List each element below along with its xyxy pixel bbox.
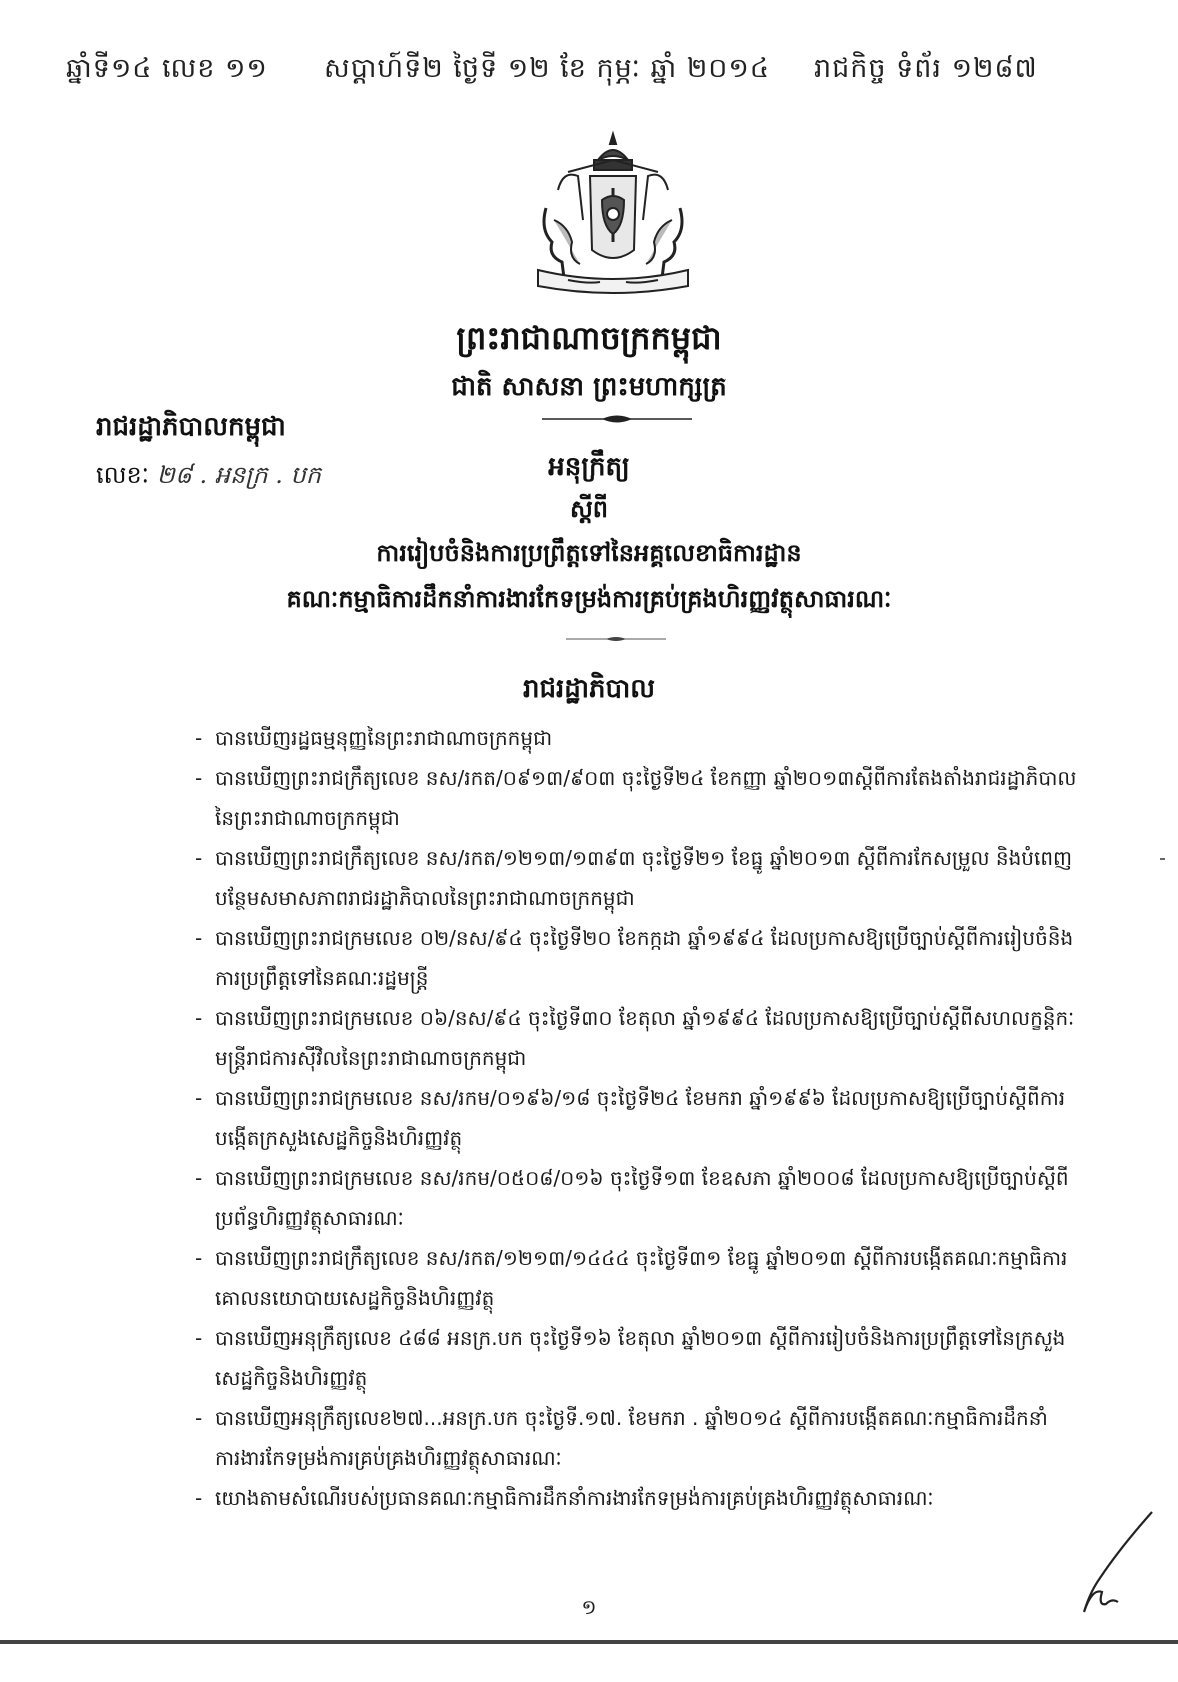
royal-coat-of-arms-icon <box>528 130 698 298</box>
page-number: ១ <box>581 1595 597 1619</box>
ornament-divider-icon <box>542 414 692 424</box>
decree-number-label: លេខៈ <box>96 461 150 489</box>
gazette-year-issue: ឆ្នាំទី១៤ លេខ ១១ <box>66 53 268 84</box>
scan-edge-line <box>0 1640 1178 1644</box>
document-title-line1: ការរៀបចំនិងការប្រព្រឹត្តទៅនៃអគ្គលេខាធិការដ្ឋាន <box>376 539 802 567</box>
preamble-item: - បានឃើញព្រះរាជក្រឹត្យលេខ នស/រកត/០៩១៣/៩០៣ ចុះថ្ងៃទី២៤ ខែកញ្ញា ឆ្នាំ២០១៣ស្ដីពីការតែងតាំងរាជរដ្ឋាភិបាលនៃព្រះរាជាណាចក្រកម្ពុជា <box>195 766 1077 830</box>
preamble-item: - បានឃើញព្រះរាជក្រមលេខ ០២/នស/៩៤ ចុះថ្ងៃទី២០ ខែកក្កដា ឆ្នាំ១៩៩៤ ដែលប្រកាសឱ្យប្រើច្បាប់ស្ដីពីការរៀបចំនិងការប្រព្រឹត្តទៅនៃគណៈរដ្ឋមន្ត្រី <box>195 926 1074 990</box>
document-title-line2: គណៈកម្មាធិការដឹកនាំការងារកែទម្រង់ការគ្រប់គ្រងហិរញ្ញវត្ថុសាធារណៈ <box>286 585 892 613</box>
gazette-date: សប្ដាហ៍ទី២ ថ្ងៃទី ១២ ខែ កុម្ភៈ ឆ្នាំ ២០១៤ <box>324 53 770 84</box>
preamble-item: - បានឃើញអនុក្រឹត្យលេខ ៤៨៨ អនក្រ.បក ចុះថ្ងៃទី១៦ ខែតុលា ឆ្នាំ២០១៣ ស្ដីពីការរៀបចំនិងការប្រព្រឹត្តទៅនៃក្រសួងសេដ្ឋកិច្ចនិងហិរញ្ញវត្ថុ <box>195 1326 1066 1390</box>
kingdom-title: ព្រះរាជាណាចក្រកម្ពុជា <box>456 319 722 357</box>
document-type: អនុក្រឹត្យ <box>548 452 630 482</box>
preamble-item: - បានឃើញព្រះរាជក្រឹត្យលេខ នស/រកត/១២១៣/១៤៤៤ ចុះថ្ងៃទី៣១ ខែធ្នូ ឆ្នាំ២០១៣ ស្ដីពីការបង្កើតគណៈកម្មាធិការគោលនយោបាយសេដ្ឋកិច្ចនិងហិរញ្ញវត្ថុ <box>195 1246 1068 1310</box>
section-heading: រាជរដ្ឋាភិបាល <box>522 674 656 704</box>
preamble-item: - បានឃើញព្រះរាជក្រមលេខ នស/រកម/០៥០៨/០១៦ ចុះថ្ងៃទី១៣ ខែឧសភា ឆ្នាំ២០០៨ ដែលប្រកាសឱ្យប្រើច្បាប់ស្ដីពីប្រព័ន្ធហិរញ្ញវត្ថុសាធារណៈ <box>195 1166 1069 1230</box>
scan-speck <box>1160 858 1165 860</box>
preamble-item: - បានឃើញរដ្ឋធម្មនុញ្ញនៃព្រះរាជាណាចក្រកម្ពុជា <box>195 726 553 750</box>
gazette-header <box>66 52 1116 92</box>
decree-number-value: ២៨ . អនក្រ . បក <box>156 461 321 489</box>
preamble-item: - បានឃើញព្រះរាជក្រឹត្យលេខ នស/រកត/១២១៣/១៣៩៣ ចុះថ្ងៃទី២១ ខែធ្នូ ឆ្នាំ២០១៣ ស្ដីពីការកែសម្រួល និងបំពេញបន្ថែមសមាសភាពរាជរដ្ឋាភិបាលនៃព្រះរាជាណាចក្រកម្ពុជា <box>195 846 1073 910</box>
gazette-page: រាជកិច្ច ទំព័រ ១២៨៧ <box>814 53 1038 84</box>
preamble-item: - បានឃើញអនុក្រឹត្យលេខ២៧...អនក្រ.បក ចុះថ្ងៃទី.១៧. ខែមករា . ឆ្នាំ២០១៤ ស្ដីពីការបង្កើតគណៈកម្មាធិការដឹកនាំការងារកែទម្រង់ការគ្រប់គ្រងហិរញ្ញវត្ថុសាធារណៈ <box>195 1406 1048 1470</box>
issuing-authority: រាជរដ្ឋាភិបាលកម្ពុជា <box>96 412 286 442</box>
preamble-item: - បានឃើញព្រះរាជក្រមលេខ នស/រកម/០១៩៦/១៨ ចុះថ្ងៃទី២៤ ខែមករា ឆ្នាំ១៩៩៦ ដែលប្រកាសឱ្យប្រើច្បាប់ស្ដីពីការបង្កើតក្រសួងសេដ្ឋកិច្ចនិងហិរញ្ញវត្ថុ <box>195 1086 1066 1150</box>
preamble-item: - យោងតាមសំណើរបស់ប្រធានគណៈកម្មាធិការដឹកនាំការងារកែទម្រង់ការគ្រប់គ្រងហិរញ្ញវត្ថុសាធារណៈ <box>195 1486 934 1510</box>
small-ornament-divider-icon <box>566 634 666 644</box>
national-motto: ជាតិ សាសនា ព្រះមហាក្សត្រ <box>451 372 727 402</box>
document-about: ស្ដីពី <box>569 495 609 523</box>
preamble-item: - បានឃើញព្រះរាជក្រមលេខ ០៦/នស/៩៤ ចុះថ្ងៃទី៣០ ខែតុលា ឆ្នាំ១៩៩៤ ដែលប្រកាសឱ្យប្រើច្បាប់ស្ដីពីសហលក្ខន្តិកៈមន្ត្រីរាជការស៊ីវិលនៃព្រះរាជាណាចក្រកម្ពុជា <box>195 1006 1075 1070</box>
